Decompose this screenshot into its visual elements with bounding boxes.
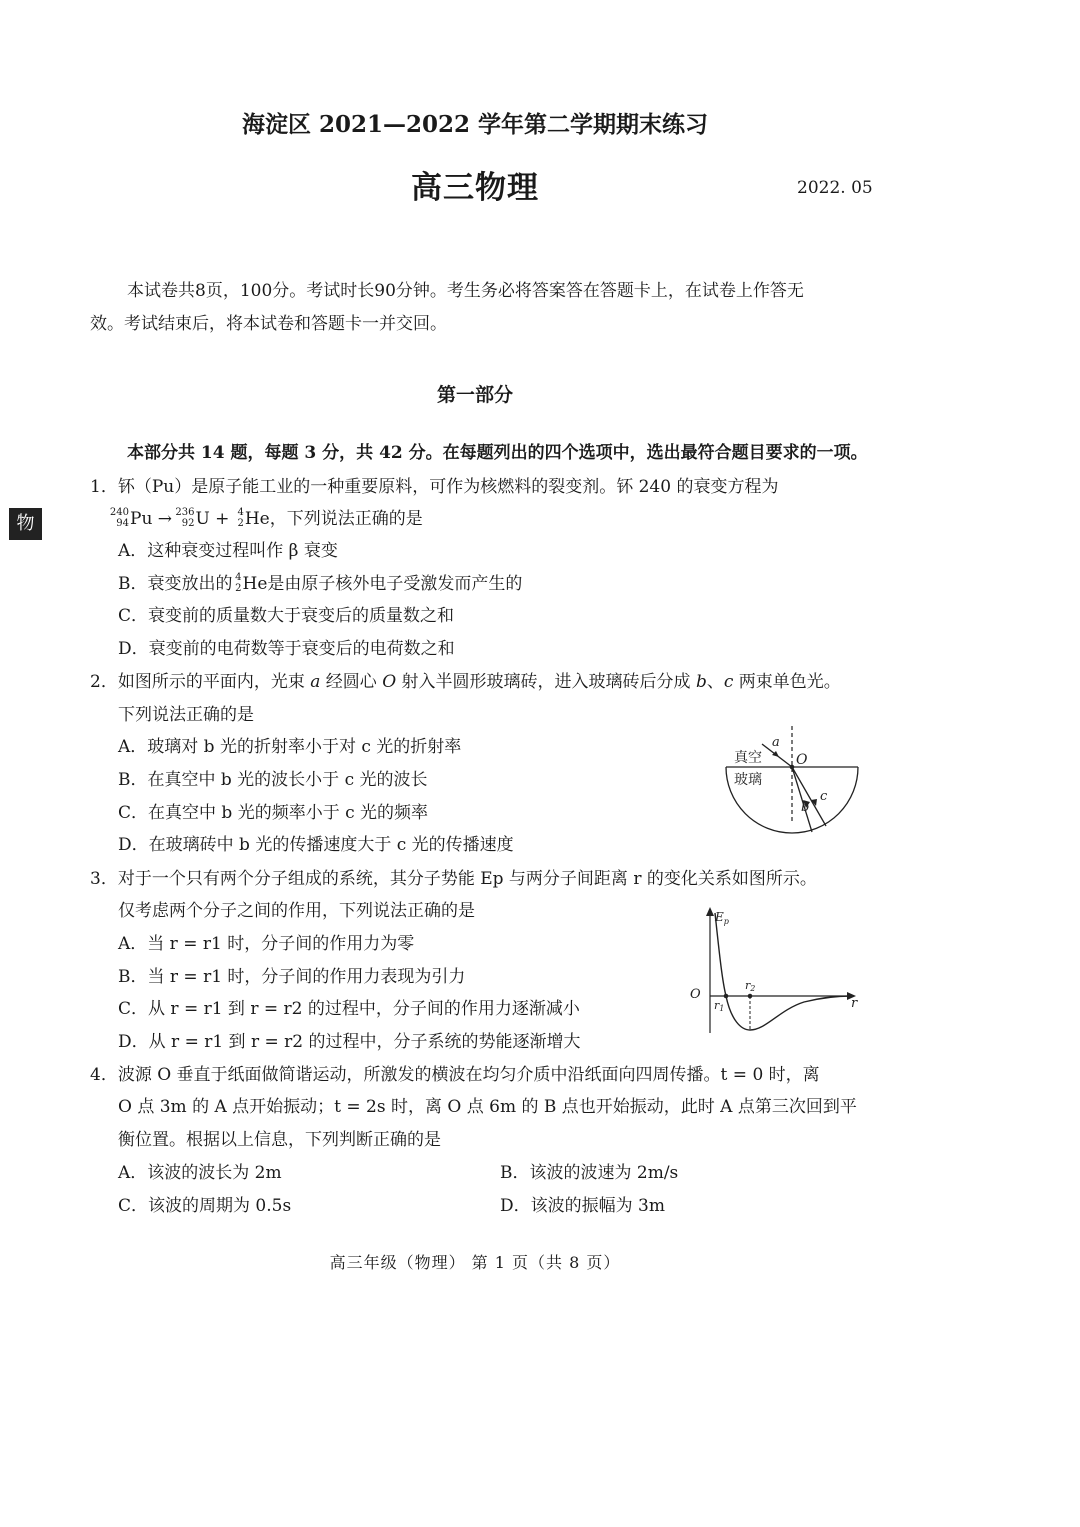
glass-label: 玻璃 xyxy=(734,772,762,788)
q2-option-d: D．在玻璃砖中 b 光的传播速度大于 c 光的传播速度 xyxy=(118,835,514,855)
ep-label: $E_p$ xyxy=(715,910,729,926)
ray-c-label: c xyxy=(820,789,828,804)
instructions-line-1: 本试卷共8页，100分。考试时长90分钟。考生务必将答案答在答题卡上，在试卷上作答无 xyxy=(127,281,804,301)
center-point-o xyxy=(790,765,795,770)
q2-stem-line-1: 2．如图所示的平面内，光束 a 经圆心 O 射入半圆形玻璃砖，进入玻璃砖后分成 b、c 两束单色光。 xyxy=(90,672,841,692)
ray-a-label: a xyxy=(772,735,780,750)
q3-option-b: B．当 r = r1 时，分子间的作用力表现为引力 xyxy=(118,967,466,987)
ray-b-label: b xyxy=(801,800,810,815)
q4-option-c: C．该波的周期为 0.5s xyxy=(118,1196,292,1216)
section-intro: 本部分共 14 题，每题 3 分，共 42 分。在每题列出的四个选项中，选出最符合题目要求的一项。 xyxy=(127,443,868,463)
ep-curve xyxy=(715,913,852,1030)
q1-option-d: D．衰变前的电荷数等于衰变后的电荷数之和 xyxy=(118,639,455,659)
q1-option-a: A．这种衰变过程叫作 β 衰变 xyxy=(118,541,338,561)
q2-option-c: C．在真空中 b 光的频率小于 c 光的频率 xyxy=(118,803,429,823)
vacuum-label: 真空 xyxy=(734,750,762,766)
q3-stem-line-2: 仅考虑两个分子之间的作用，下列说法正确的是 xyxy=(118,901,475,921)
q1-equation: 240 94 Pu → 236 92 U + 4 2 He，下列说法正确的是 xyxy=(109,507,423,529)
q3-stem-line-1: 3．对于一个只有两个分子组成的系统，其分子势能 Ep 与两分子间距离 r 的变化关系如图所示。 xyxy=(90,869,817,889)
q4-stem-line-2: O 点 3m 的 A 点开始振动；t = 2s 时，离 O 点 6m 的 B 点也开始振动，此时 A 点第三次回到平 xyxy=(118,1097,857,1117)
q4-option-a: A．该波的波长为 2m xyxy=(118,1163,282,1183)
section-title: 第一部分 xyxy=(436,384,513,406)
r-axis-label: r xyxy=(851,996,858,1011)
q2-option-a: A．玻璃对 b 光的折射率小于对 c 光的折射率 xyxy=(118,737,462,757)
q2-stem-line-2: 下列说法正确的是 xyxy=(118,705,254,725)
q4-stem-line-3: 衡位置。根据以上信息，下列判断正确的是 xyxy=(118,1130,441,1150)
page-footer: 高三年级（物理） 第 1 页（共 8 页） xyxy=(329,1253,621,1272)
side-tab: 物 xyxy=(9,508,42,540)
point-o-label: O xyxy=(796,752,808,768)
q2-option-b: B．在真空中 b 光的波长小于 c 光的波长 xyxy=(118,770,428,790)
q1-option-b: B．衰变放出的 4 2 He是由原子核外电子受激发而产生的 xyxy=(118,572,523,594)
r1-label: r1 xyxy=(714,999,725,1013)
ep-r-graph xyxy=(684,905,864,1040)
subject-title: 高三物理 xyxy=(411,170,539,206)
q4-stem-line-1: 4．波源 O 垂直于纸面做简谐运动，所激发的横波在均匀介质中沿纸面向四周传播。t = 0 时，离 xyxy=(90,1065,820,1085)
r1-point xyxy=(724,994,729,999)
q1-stem-line-1: 1．钚（Pu）是原子能工业的一种重要原料，可作为核燃料的裂变剂。钚 240 的衰变方程为 xyxy=(90,477,779,497)
q4-option-b: B．该波的波速为 2m/s xyxy=(500,1163,679,1183)
r2-point xyxy=(748,994,753,999)
q3-option-d: D．从 r = r1 到 r = r2 的过程中，分子系统的势能逐渐增大 xyxy=(118,1032,581,1052)
r2-label: r2 xyxy=(745,979,756,993)
origin-label: O xyxy=(690,987,701,1002)
q4-option-d: D．该波的振幅为 3m xyxy=(500,1196,665,1216)
exam-title: 海淀区 2021—2022 学年第二学期期末练习 xyxy=(241,111,709,138)
he-nuclide-indices: 4 2 xyxy=(237,507,244,529)
u-nuclide-indices: 236 92 xyxy=(175,507,195,529)
q3-option-a: A．当 r = r1 时，分子间的作用力为零 xyxy=(118,934,415,954)
he-nuclide-indices-b: 4 2 xyxy=(235,572,242,594)
exam-date: 2022. 05 xyxy=(797,178,873,198)
ep-axis-arrow xyxy=(706,907,714,916)
q1-option-c: C．衰变前的质量数大于衰变后的质量数之和 xyxy=(118,606,455,626)
q3-option-c: C．从 r = r1 到 r = r2 的过程中，分子间的作用力逐渐减小 xyxy=(118,999,580,1019)
instructions-line-2: 效。考试结束后，将本试卷和答题卡一并交回。 xyxy=(90,314,447,334)
glass-semicircle-figure xyxy=(722,722,867,840)
pu-nuclide-indices: 240 94 xyxy=(109,507,129,529)
